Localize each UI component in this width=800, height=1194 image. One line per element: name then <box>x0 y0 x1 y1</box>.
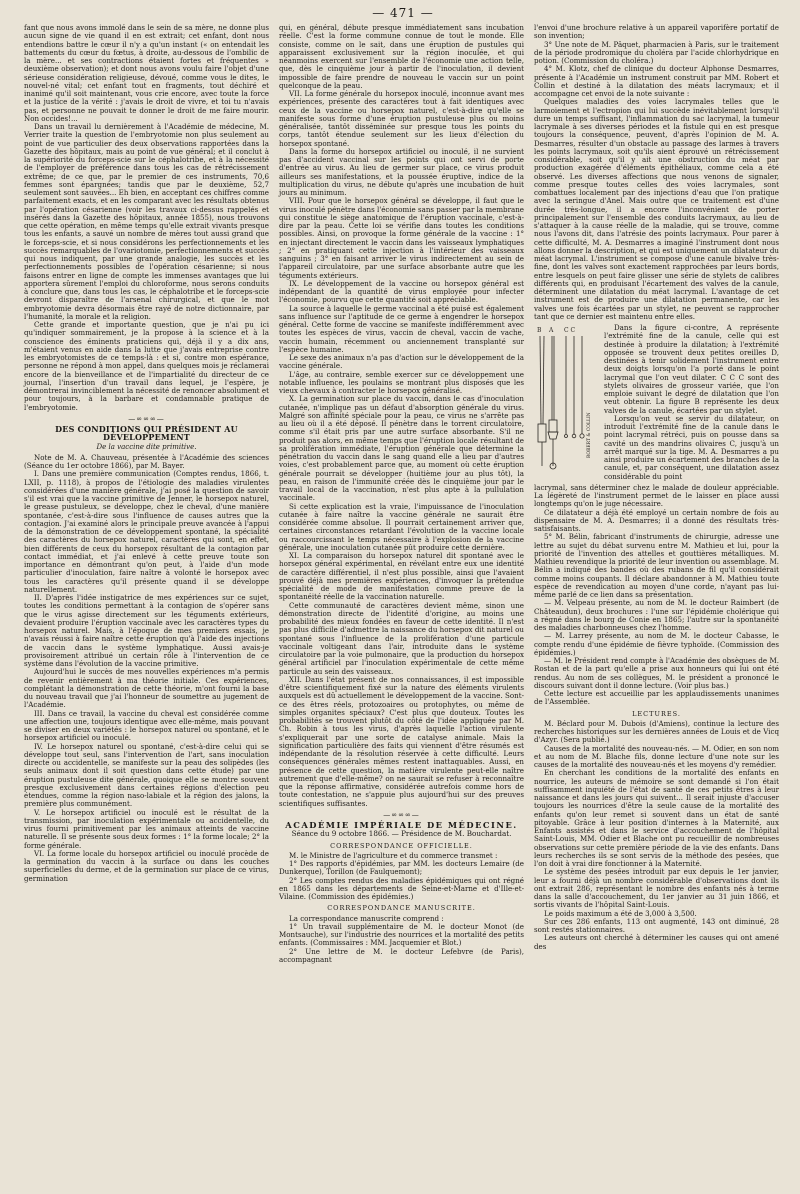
paragraph: lacrymal, sans déterminer chez le malade de douleur appréciable. La légèreté de l'instrument permet de le laisser en place aussi longtemps qu'on le juge nécessaire. <box>534 482 779 509</box>
lacrimal-dilator-illustration <box>534 324 598 472</box>
paragraph: qui, en général, débute presque immédiatement sans incubation réelle. C'est la forme commune connue de tout le monde. Elle consiste, comme on le sait, dans une éruption de pustules qui apparaissent exclusivement sur la région inoculée, et qui néanmoins exercent sur l'ensemble de l'économie une action telle, que, dès le cinquième jour à partir de l'inoculation, il devient impossible de faire prendre de nouveau le vaccin sur un point quelconque de la peau. <box>279 23 524 90</box>
paragraph: Causes de la mortalité des nouveau-nés. — M. Odier, en son nom et au nom de M. Blache fils, donne lecture d'une note sur les causes de la mortalité des nouveau-nés et les moyens d'y remédier. <box>534 743 779 769</box>
column-2 <box>279 24 524 964</box>
paragraph: 2° Les comptes rendus des maladies épidémiques qui ont régné en 1865 dans les départements de Seine-et-Marne et d'Ille-et-Vilaine. (Commission des épidémies.) <box>279 875 524 901</box>
paragraph: l'envoi d'une brochure relative à un appareil vaporifère portatif de son invention; <box>534 23 779 41</box>
paragraph: III. Dans ce travail, la vaccine du cheval est considérée comme une affection une, toujours identique avec elle-même, mais pouvant se diviser en deux variétés : le horsepox naturel ou spontané, et le horsepox artificiel ou inoculé. <box>24 708 269 743</box>
paragraph: 5° M. Bélin, fabricant d'instruments de chirurgie, adresse une lettre au sujet du débat survenu entre M. Mathieu et lui, pour la priorité de l'invention des attelles et gouttières métalliques. M. Mathieu revendique la priorité de leur invention ou assemblage. M. Bélin a indiqué des bandes où des rubans de fil qu'il considérait comme moins coupants. Il déclare abandonner à M. Mathieu toute espèce de revendication au moyen d'une corde, n'ayant pas lui-même parlé de ce lien dans sa présentation. <box>534 532 779 599</box>
subsection-title: CORRESPONDANCE OFFICIELLE. <box>330 841 473 850</box>
paragraph: 1° Un travail supplémentaire de M. le docteur Monot (de Montsauche), sur l'industrie des nourrices et la mortalité des petits enfants. (Commissaires : MM. Jacquemier et Blot.) <box>279 921 524 948</box>
paragraph: I. Dans une première communication (Comptes rendus, 1866, t. LXII, p. 1118), à propos de l'étiologie des maladies virulentes considérées d'une manière générale, j'ai posé la question de savoir s'il est vrai que la vaccine primitive de Jenner, le horsepox naturel, le grease pustuleux, se développe, chez le cheval, d'une manière spontanée, c'est-à-dire sous l'influence de causes autres que la contagion. J'ai examiné alors le principale preuve avancée à l'appui de la démonstration de ce développement spontané, la spécialité des caractères du horsepox naturel, caractères qui sont, en effet, bien différents de ceux du horsepox résultant de la contagion par contact immédiat, et j'ai enlevé à cette preuve toute son importance en démontrant qu'on peut, à l'aide d'un mode particulier d'inoculation, faire naître à volonté le horsepox avec tous les caractères qu'il présente quand il se développe naturellement. <box>24 469 269 594</box>
instrument-figure <box>534 324 779 481</box>
subsection-title: LECTURES. <box>632 709 681 718</box>
paragraph: Dans la figure ci-contre, A représente l'extrémité fine de la canule, celle qui est destinée à produire la dilatation; à l'extrémité opposée se trouvent deux petites oreilles D, destinées à tenir solidement l'instrument entre deux doigts lorsqu'on l'a porté dans le point lacrymal que l'on veut dilater. C C C sont des stylets olivaires de grosseur variée, que l'on emploie suivant le degré de dilatation que l'on veut obtenir. La figure B représente les deux valves de la canule, écartées par un stylet. <box>604 323 779 415</box>
paragraph: En cherchant les conditions de la mortalité des enfants en nourrice, les auteurs de mémoire se sont demandé si l'on était suffisamment inquiété de l'état de santé de ces petits êtres à leur naissance et dans les jours qui suivent... Il serait injuste d'accuser toujours les nourrices d'être la seule cause de la mortalité des enfants qu'on leur remet si souvent dans un état de santé pitoyable. Grâce à leur position d'internes à la Maternité, aux Enfants assistés et dans le service d'accouchement de l'hôpital Saint-Louis, MM. Odier et Blache ont pu recueillir de nombreuses observations sur cette première période de la vie des enfants. Dans leurs recherches ils se sont servis de la méthode des pesées, que l'on doit à vrai dire fonctionner à la Maternité. <box>534 768 779 868</box>
paragraph: M. le Ministre de l'agriculture et du commerce transmet : <box>289 850 498 860</box>
svg-text:C C: C C <box>564 327 576 334</box>
columns <box>24 24 782 964</box>
paragraph: Les auteurs ont cherché à déterminer les causes qui ont amené des <box>534 933 779 951</box>
paragraph: fant que nous avons immolé dans le sein de sa mère, ne donne plus aucun signe de vie quand il en est extrait; cet enfant, dont nous entendions battre le cœur il n'y a qu'un instant (« on entendait les battements du cœur du fœtus, à droite, au-dessous de l'ombilic de la mère... et ses contractions étaient fortes et fréquentes » deuxième observation); et dont nous avons voulu faire l'objet d'une sérieuse considération religieuse, dévoué, comme vous le dites, le nouvel-né vital; cet enfant tout en fragments, tout déchiré et inanimé qu'il soit maintenant, vous crie encore, avec toute la force et la justice de la vérité : j'avais le droit de vivre, et toi tu n'avais pas, et personne ne pouvait te donner le droit de me faire mourir. Non occides!... <box>24 23 269 123</box>
page-number: — 471 — <box>372 6 434 20</box>
paragraph: Sur ces 286 enfants, 113 ont augmenté, 143 ont diminué, 28 sont restés stationnaires. <box>534 916 779 934</box>
paragraph: X. La germination sur place du vaccin, dans le cas d'inoculation cutanée, n'implique pas un défaut d'absorption générale du virus. Malgré son affinité spéciale pour la peau, ce virus ne s'arrête pas au lieu où il a été déposé. Il pénètre dans le torrent circulatoire, comme s'il était pris par une autre surface absorbante. S'il ne produit pas alors, en même temps que l'éruption locale résultant de sa prolifération immédiate, l'éruption générale que détermine la pénétration du vaccin dans le sang quand elle a lieu par d'autres voies, c'est probablement parce que, au moment où cette éruption générale pourrait se développer (huitième jour au plus tôt), la peau, en raison de l'immunité créée dès le cinquième jour par le travail local de la vaccination, n'est plus apte à la pullulation vaccinale. <box>279 394 524 503</box>
paragraph: Cette grande et importante question, que je n'ai pu ici qu'indiquer sommairement, je la propose à la science et à la conscience des éminents praticiens qui, déjà il y a dix ans, m'étaient venus en aide dans la lutte que j'avais entreprise contre les embryotomistes de ce temps-là : et si, contre mon espérance, personne ne répond à mon appel, dans quelques mois je réclamerai encore de la bienveillance et de l'impartialité du directeur de ce journal, l'insertion d'un travail dans lequel, je l'espère, je démontrerai invinciblement la nécessité de renoncer absolument et pour toujours, à la barbare et condamnable pratique de l'embryotomie. <box>24 320 269 412</box>
subsection-title: CORRESPONDANCE MANUSCRITE. <box>327 904 476 913</box>
paragraph: Cette communauté de caractères devient même, sinon une démonstration directe de l'identité d'origine, au moins une probabilité des mieux fondées en faveur de cette identité. Il n'est pas plus difficile d'admettre la naissance du horsepox dit naturel ou spontané sous l'influence de la prolifération d'une particule vaccinale voltigeant dans l'air, introduite dans le système circulatoire par la voie pulmonaire, que la production du horsepox général artificiel par l'inoculation expérimentale de cette même particule au sein des vaisseaux. <box>279 600 524 676</box>
paragraph: Quelques maladies des voies lacrymales telles que le larmoiement et l'ectropion qui lui succède inévitablement lorsqu'il dure un temps suffisant, l'inflammation du sac lacrymal, la tumeur lacrymale à ses diverses périodes et la fistule qui en est presque toujours la conséquence, peuvent, d'après l'opinion de M. A. Desmarres, résulter d'un obstacle au passage des larmes à travers les points lacrymaux, soit qu'ils aient éprouvé un rétrécissement considérable, soit qu'il y ait une obstruction du méat par production exagérée d'éléments épithéliaux, comme cela a été observé. Les diverses affections que nous venons de signaler, comme presque toutes celles des voies lacrymales, sont combattues localement par des injections d'eau que l'on pratique avec la seringue d'Anel. Mais outre que ce traitement est d'une durée très-longue, il a encore l'inconvénient de porter principalement sur l'ensemble des conduits lacrymaux, au lieu de s'attaquer à la cause réelle de la maladie, qui se trouve, comme nous l'avons dit, dans l'atrésie des points lacrymaux. Pour parer à cette difficulté, M. A. Desmarres a imaginé l'instrument dont nous allons donner la description, et qui est uniquement un dilatateur du méat lacrymal. L'instrument se compose d'une canule bivalve très-fine, dont les valves sont exactement rapprochées par leurs bords, entre lesquels on peut faire glisser une série de stylets de calibres différents qui, en produisant l'écartement des valves de la canule, déterminent une dilatation du méat lacrymal. L'avantage de cet instrument est de produire une dilatation permanente, car les valves une fois écartées par un stylet, ne peuvent se rapprocher tant que ce dernier est maintenu entre elles. <box>534 97 779 321</box>
column-1 <box>24 24 269 883</box>
paragraph: Le système des pesées introduit par eux depuis le 1er janvier, leur a fourni déjà un nombre considérable d'observations dont ils ont extrait 286, représentant le nombre des enfants nés à terme dans la salle d'accouchement, du 1er janvier au 31 juin 1866, et sortis vivants de l'hôpital Saint-Louis. <box>534 867 779 910</box>
svg-text:B: B <box>537 327 542 334</box>
paragraph: — M. Larrey présente, au nom de M. le docteur Cabasse, le compte rendu d'une épidémie de fièvre typhoïde. (Commission des épidémies.) <box>534 631 779 657</box>
paragraph: L'âge, au contraire, semble exercer sur ce développement une notable influence, les poulains se montrant plus disposés que les vieux chevaux à contracter le horsepox généralisé. <box>279 369 524 395</box>
figure-caption: ROBERT & COLLIN <box>587 412 592 458</box>
paragraph: La correspondance manuscrite comprend : <box>289 913 444 923</box>
paragraph: IX. Le développement de la vaccine ou horsepox général est indépendant de la quantité de virus employée pour infecter l'économie, pourvu que cette quantité soit appréciable. <box>279 278 524 305</box>
paragraph: Dans la forme du horsepox artificiel ou inoculé, il ne survient pas d'accident vaccinal sur les points qui ont servi de porte d'entrée au virus. Au lieu de germer sur place, ce virus produit ailleurs ses manifestations, et la poussée éruptive, indice de la multiplication du virus, ne débute qu'après une incubation de huit jours au minimum. <box>279 146 524 197</box>
paragraph: 4° M. Klotz, chef de clinique du docteur Alphonse Desmarres, présente à l'Académie un instrument construit par MM. Robert et Collin et destiné à la dilatation des méats lacrymaux; et il accompagne cet envoi de la note suivante : <box>534 64 779 98</box>
academy-title: ACADÉMIE IMPÉRIALE DE MÉDECINE. <box>285 820 518 830</box>
paragraph: Le poids maximum a été de 3,000 à 3,500. <box>544 908 697 918</box>
paragraph: M. Béclard pour M. Dubois (d'Amiens), continue la lecture des recherches historiques sur les dernières années de Louis et de Vicq d'Azyr. (Sera publié.) <box>534 718 779 745</box>
column-3 <box>534 24 779 951</box>
paragraph: Aujourd'hui le succès de mes nouvelles expériences m'a permis de revenir entièrement à ma théorie initiale. Ces expériences, complétant la démonstration de cette théorie, m'ont fourni la base du nouveau travail que j'ai l'honneur de soumettre au jugement de l'Académie. <box>24 667 269 710</box>
paragraph: II. D'après l'idée instigatrice de mes expériences sur ce sujet, toutes les conditions permettant à la contagion de s'opérer sans que le virus agisse directement sur les téguments extérieurs, devaient produire l'éruption vaccinale avec les caractères types du horsepox naturel. Mais, à l'époque de mes premiers essais, je n'avais réussi à faire naître cette éruption qu'à l'aide des injections de vaccin dans le système lymphatique. Aussi avais-je provisoirement attribué un certain rôle à l'intervention de ce système dans l'évolution de la vaccine primitive. <box>24 593 269 668</box>
paragraph: XI. La comparaison du horsepox naturel dit spontané avec le horsepox général expérimental, en révélant entre eux une identité de caractère différentiel, il n'est plus possible, ainsi que l'avaient prouvé déjà mes premières expériences, d'invoquer la prétendue spécialité de mode de manifestation comme preuve de la spontanéité réelle de la vaccination naturelle. <box>279 551 524 602</box>
paragraph: Dans un travail lu dernièrement à l'Académie de médecine, M. Verrier traite la question de l'embryotomie non plus seulement au point de vue particulier des deux observations rapportées dans la Gazette des hôpitaux, mais au point de vue général; et il conclut à la supériorité du forceps-scie sur le céphalotribe, et à la nécessité de l'employer de préférence dans tous les cas de rétrécissement extrême; de ce que, par le premier de ces instruments, 70,6 femmes sont épargnées; tandis que par le deuxième, 52,7 seulement sont sauvées... Eh bien, en acceptant ces chiffres comme parfaitement exacts, et en les comparant avec les résultats obtenus par l'opération césarienne (voir les travaux ci-dessus rappelés et insérés dans la Gazette des hôpitaux, année 1855), nous trouvons que cette opération, en même temps qu'elle extrait vivants presque tous les enfants, a sauvé un nombre de mères tout aussi grand que le forceps-scie, et si nous considérons les perfectionnements et les succès remarquables de l'ovariotomie, perfectionnements et succès qui nous indiquent, par une grande analogie, les succès et les perfectionnements possibles de l'opération césarienne; si nous faisons entrer en ligne de compte les immenses avantages que lui apportera sûrement l'emploi du chloroforme, nous serons conduits à conclure que, dans tous les cas, le céphalotribe et le forceps-scie devront disparaître de l'arsenal chirurgical, et que le mot embryotomie devra désormais être rayé de notre dictionnaire, par l'humanité, la morale et la religion. <box>24 122 269 321</box>
paragraph: VI. La forme locale du horsepox artificiel ou inoculé procède de la germination du vaccin à la surface ou dans les couches superficielles du derme, et de la germination sur place de ce virus, germination <box>24 848 269 883</box>
paragraph: 2° Une lettre de M. le docteur Lefebvre (de Paris), accompagnant <box>279 946 524 964</box>
paragraph: Le sexe des animaux n'a pas d'action sur le développement de la vaccine générale. <box>279 353 524 371</box>
paragraph: Ce dilatateur a déjà été employé un certain nombre de fois au dispensaire de M. A. Desmarres; il a donné des résultats très-satisfaisants. <box>534 507 779 533</box>
paragraph: XII. Dans l'état présent de nos connaissances, il est impossible d'être scientifiquement fixé sur la nature des éléments virulents auxquels est dû actuellement le développement de la vaccine. Sont-ce des êtres réels, protozoaires ou protophytes, ou même de simples organites spéciaux? C'est plus que douteux. Toutes les probabilités se trouvent plutôt du côté de l'idée appliquée par M. Ch. Robin à tous les virus, d'après laquelle l'action virulente s'expliquerait par une sorte de catalyse animale. Mais la signification particulière des faits qui viennent d'être résumés est indépendante de la résolution réservée à cette difficulté. Leurs conséquences générales mêmes restent inattaquables. Aussi, en présence de cette question, la matière virulente peut-elle naître autrement que d'elle-même? on ne saurait se refuser à reconnaître que la réponse affirmative, considérée autrefois comme hors de toute contestation, ne s'appuie plus aujourd'hui sur des preuves scientifiques suffisantes. <box>279 674 524 808</box>
paragraph: VII. La forme générale du horsepox inoculé, inconnue avant mes expériences, présente des caractères tout à fait identiques avec ceux de la vaccine ou horsepox naturel, c'est-à-dire qu'elle se manifeste sous forme d'une éruption pustuleuse plus ou moins généralisée, tantôt disséminée sur presque tous les points du corps, tantôt étendue seulement sur les lieux d'élection du horsepox spontané. <box>279 89 524 148</box>
section-divider: —∞∞∞— <box>383 810 420 819</box>
paragraph: V. Le horsepox artificiel ou inoculé est le résultat de la transmission, par inoculation expérimentale ou accidentelle, du virus fourni primitivement par les animaux atteints de vaccine naturelle. Il se présente sous deux formes : 1° la forme locale; 2° la forme générale. <box>24 807 269 850</box>
paragraph: Lorsqu'on veut se servir du dilatateur, on introduit l'extrémité fine de la canule dans le point lacrymal rétréci, puis on pousse dans sa cavité un des mandrins olivaires C, jusqu'à un arrêt marqué sur la tige. M. A. Desmarres a pu ainsi produire un écartement des branches de la canule, et, par conséquent, une dilatation assez considérable du point <box>604 413 779 481</box>
seance-line: Séance du 9 octobre 1866. — Présidence de M. Bouchardat. <box>291 829 512 839</box>
paragraph: Si cette explication est la vraie, l'impuissance de l'inoculation cutanée à faire naître la vaccine générale ne saurait être considérée comme absolue. Il pourrait certainement arriver que, certaines circonstances retardant l'évolution de la vaccine locale ou raccourcissant le temps nécessaire à l'explosion de la vaccine générale, une inoculation cutanée pût produire cette dernière. <box>279 501 524 552</box>
section-title: DES CONDITIONS QUI PRÉSIDENT AU DÉVELOPPEMENT <box>55 424 238 443</box>
svg-text:A: A <box>549 327 554 334</box>
section-divider: —∞∞∞— <box>128 414 165 423</box>
figure-description <box>604 324 779 481</box>
section-subtitle: De la vaccine dite primitive. <box>96 442 197 451</box>
paragraph: Cette lecture est accueillie par les applaudissements unanimes de l'Assemblée. <box>534 689 779 707</box>
paragraph: IV. Le horsepox naturel ou spontané, c'est-à-dire celui qui se développe tout seul, sans l'intervention de l'art, sans inoculation directe ou accidentelle, se manifeste sur la peau des solipèdes (les seuls animaux dont il soit question dans cette étude) par une éruption pustuleuse dite générale, quoique elle se montre souvent presque exclusivement dans certaines régions d'élection peu étendues, comme la région naso-labiale et la région des jalons, la première plus communément. <box>24 741 269 809</box>
paragraph: VIII. Pour que le horsepox général se développe, il faut que le virus inoculé pénètre dans l'économie sans passer par la membrane qui constitue le siège anatomique de l'éruption vaccinale, c'est-à-dire par la peau. Cette loi se vérifie dans toutes les conditions possibles. Ainsi, on provoque la forme générale de la vaccine : 1° en injectant directement le vaccin dans les vaisseaux lymphatiques ; 2° en pratiquant cette injection à l'intérieur des vaisseaux sanguins ; 3° en faisant arriver le virus indirectement au sein de l'appareil circulatoire, par une surface absorbante autre que les téguments extérieurs. <box>279 196 524 280</box>
note-attribution: Note de M. A. Chauveau, présentée à l'Académie des sciences (Séance du 1er octobre 1866), par M. Bayer. <box>24 452 269 470</box>
paragraph: — M. le Président rend compte à l'Académie des obsèques de M. Rostan et de la part qu'elle a prise aux honneurs qui lui ont été rendus. Au nom de ses collègues, M. le président a prononcé le discours suivant dont il donne lecture. (Voir plus bas.) <box>534 656 779 690</box>
paragraph: La source à laquelle le germe vaccinal a été puisé est également sans influence sur l'aptitude de ce germe à engendrer le horsepox général. Cette forme de vaccine se manifeste indifféremment avec toutes les espèces de virus, vaccin de cheval, vaccin de vache, vaccin humain, récemment ou anciennement transplanté sur l'espèce humaine. <box>279 303 524 354</box>
paragraph: 3° Une note de M. Pâquet, pharmacien à Paris, sur le traitement de la période prodromique du choléra par l'acide chlorhydrique en potion. (Commission du choléra.) <box>534 39 779 65</box>
paragraph: — M. Velpeau présente, au nom de M. le docteur Raimbert (de Châteaudun), deux brochures : l'une sur l'épidémie cholérique qui a régné dans le bourg de Conie en 1865; l'autre sur la spontanéité des maladies charbonneuses chez l'homme. <box>534 598 779 632</box>
paragraph: 1° Des rapports d'épidémies, par MM. les docteurs Lemaire (de Dunkerque), Torillon (de Faulquemont); <box>279 859 524 877</box>
